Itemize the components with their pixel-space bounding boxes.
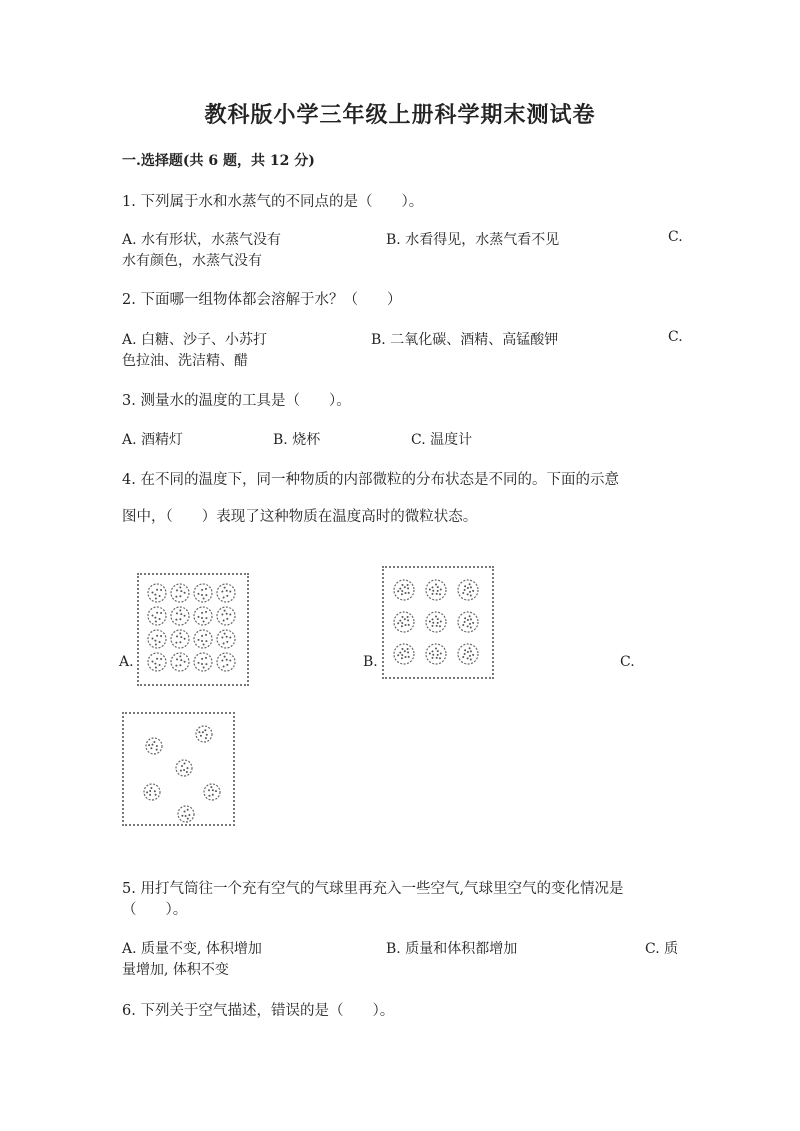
- particle: [426, 580, 446, 600]
- question-1-option-c: C.: [668, 229, 683, 245]
- question-3-option-b: B. 烧杯: [273, 432, 321, 448]
- question-5-stem-line2: （ ）。: [122, 902, 188, 918]
- question-3-option-c: C. 温度计: [411, 432, 473, 448]
- particle: [194, 630, 212, 648]
- question-1-option-a: A. 水有形状，水蒸气没有: [122, 232, 282, 248]
- particle: [144, 784, 160, 800]
- question-4-option-a: A.: [119, 654, 134, 670]
- question-5-option-c-text: 量增加, 体积不变: [122, 962, 229, 978]
- particles-dense-svg: [139, 575, 247, 684]
- particle: [171, 653, 189, 671]
- section-heading: 一.选择题(共 6 题，共 12 分): [122, 153, 315, 169]
- question-1-option-b: B. 水看得见，水蒸气看不见: [386, 232, 560, 248]
- particle: [217, 607, 235, 625]
- question-3-stem: 3. 测量水的温度的工具是（ ）。: [122, 393, 351, 409]
- particle: [426, 612, 446, 632]
- question-2-option-b: B. 二氧化碳、酒精、高锰酸钾: [371, 332, 559, 348]
- particle: [217, 653, 235, 671]
- particle: [178, 806, 194, 822]
- particle: [194, 653, 212, 671]
- particle: [196, 726, 212, 742]
- particle: [194, 607, 212, 625]
- particle: [458, 612, 478, 632]
- question-4-stem-line1: 4. 在不同的温度下，同一种物质的内部微粒的分布状态是不同的。下面的示意: [122, 472, 619, 488]
- question-4-option-b: B.: [363, 654, 378, 670]
- question-2-option-c-text: 色拉油、洗洁精、醋: [122, 353, 248, 369]
- particle: [148, 630, 166, 648]
- particle: [394, 580, 414, 600]
- particle: [458, 580, 478, 600]
- particles-dense-diagram: [137, 573, 249, 686]
- question-5-stem-line1: 5. 用打气筒往一个充有空气的气球里再充入一些空气,气球里空气的变化情况是: [122, 881, 624, 897]
- particles-medium-diagram: [382, 566, 494, 679]
- particle: [176, 760, 192, 776]
- question-4-stem-line2: 图中，（ ）表现了这种物质在温度高时的微粒状态。: [122, 509, 478, 525]
- particle: [148, 584, 166, 602]
- particles-sparse-diagram: [122, 712, 235, 826]
- question-5-option-b: B. 质量和体积都增加: [386, 941, 518, 957]
- question-3-option-a: A. 酒精灯: [122, 432, 184, 448]
- particle: [171, 607, 189, 625]
- particle: [171, 584, 189, 602]
- particle: [204, 784, 220, 800]
- particles-sparse-svg: [124, 714, 233, 824]
- particle: [394, 612, 414, 632]
- particle: [426, 644, 446, 664]
- page-title: 教科版小学三年级上册科学期末测试卷: [204, 102, 596, 128]
- particles-medium-svg: [384, 568, 492, 677]
- particle: [146, 738, 162, 754]
- particle: [217, 584, 235, 602]
- particle: [148, 653, 166, 671]
- question-2-stem: 2. 下面哪一组物体都会溶解于水？（ ）: [122, 292, 402, 308]
- question-4-option-c: C.: [620, 654, 635, 670]
- particle: [217, 630, 235, 648]
- question-2-option-a: A. 白糖、沙子、小苏打: [122, 332, 268, 348]
- particle: [148, 607, 166, 625]
- question-1-option-c-text: 水有颜色，水蒸气没有: [122, 253, 262, 269]
- question-6-stem: 6. 下列关于空气描述，错误的是（ ）。: [122, 1003, 395, 1019]
- question-1-stem: 1. 下列属于水和水蒸气的不同点的是（ ）。: [122, 194, 424, 210]
- particle: [394, 644, 414, 664]
- question-5-option-c: C. 质: [645, 941, 679, 957]
- question-2-option-c: C.: [668, 329, 683, 345]
- particle: [171, 630, 189, 648]
- particle: [458, 644, 478, 664]
- particle: [194, 584, 212, 602]
- question-5-option-a: A. 质量不变, 体积增加: [122, 941, 262, 957]
